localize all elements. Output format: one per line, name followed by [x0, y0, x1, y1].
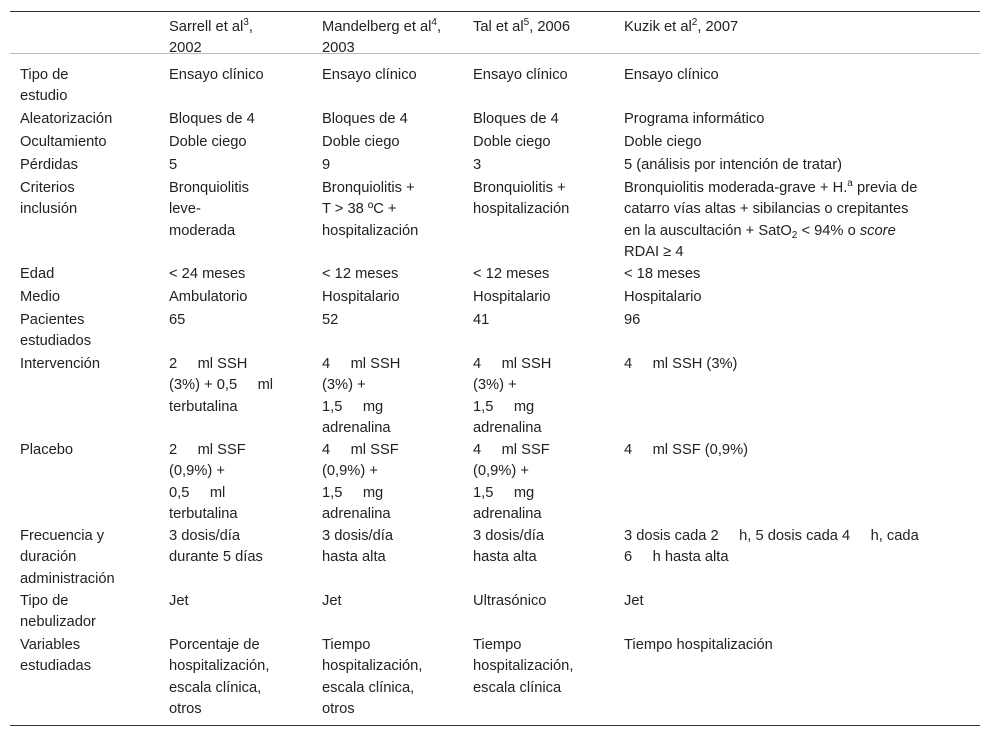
- cell-crit-c3: Bronquiolitis + hospitalización: [473, 180, 570, 218]
- cell-tipo-c3: Ensayo clínico: [473, 67, 568, 83]
- cell-neb-c2: Jet: [322, 593, 342, 609]
- header-kuzik: [624, 17, 738, 38]
- cell-perd-c4: 5 (análisis por intención de tratar): [624, 157, 842, 173]
- cell-ocult-c2: Doble ciego: [322, 134, 400, 150]
- cell-interv-c3: 4 ml SSH (3%) + 1,5 mg adrenalina: [473, 356, 552, 437]
- cell-aleat-c2: Bloques de 4: [322, 111, 408, 127]
- header-tal: [473, 17, 570, 38]
- header-kuzik-year: , 2007: [697, 19, 739, 35]
- cell-frec-c3: 3 dosis/día hasta alta: [473, 528, 545, 566]
- cell-pac-c1: 65: [169, 312, 186, 328]
- cell-pac-c3: 41: [473, 312, 490, 328]
- header-mandelberg-author: Mandelberg et al: [322, 19, 432, 35]
- row-label-aleat: Aleatorización: [20, 111, 113, 127]
- cell-edad-c3: < 12 meses: [473, 266, 550, 282]
- cell-pac-c4: 96: [624, 312, 641, 328]
- cell-tipo-c2: Ensayo clínico: [322, 67, 417, 83]
- cell-ocult-c4: Doble ciego: [624, 134, 702, 150]
- cell-tipo-c4: Ensayo clínico: [624, 67, 719, 83]
- cell-placebo-c4: 4 ml SSF (0,9%): [624, 442, 749, 458]
- row-label-perd: Pérdidas: [20, 157, 78, 173]
- cell-aleat-c4: Programa informático: [624, 111, 765, 127]
- row-label-neb: Tipo de nebulizador: [20, 593, 96, 631]
- cell-placebo-c1: 2 ml SSF (0,9%) + 0,5 ml terbutalina: [169, 442, 246, 523]
- cell-medio-c3: Hospitalario: [473, 289, 551, 305]
- cell-medio-c1: Ambulatorio: [169, 289, 248, 305]
- row-label-frec: Frecuencia y duración administración: [20, 528, 115, 587]
- cell-vars-c1: Porcentaje de hospitalización, escala clínica, otros: [169, 637, 270, 718]
- cell-vars-c4: Tiempo hospitalización: [624, 637, 773, 653]
- header-kuzik-ref: 2: [691, 17, 698, 28]
- header-kuzik-author: Kuzik et al: [624, 19, 692, 35]
- cell-vars-c2: Tiempo hospitalización, escala clínica, otros: [322, 637, 423, 718]
- cell-frec-c1: 3 dosis/día durante 5 días: [169, 528, 263, 566]
- row-label-interv: Intervención: [20, 356, 101, 372]
- cell-pac-c2: 52: [322, 312, 339, 328]
- row-label-crit: Criterios inclusión: [20, 180, 78, 218]
- cell-medio-c2: Hospitalario: [322, 289, 400, 305]
- header-divider: [10, 53, 980, 54]
- header-mandelberg-year: 2003: [322, 40, 355, 57]
- header-sarrell-ref: 3: [243, 17, 249, 28]
- cell-crit-c2: Bronquiolitis + T > 38 ºC + hospitalización: [322, 180, 419, 239]
- cell-vars-c3: Tiempo hospitalización, escala clínica: [473, 637, 574, 696]
- cell-placebo-c3: 4 ml SSF (0,9%) + 1,5 mg adrenalina: [473, 442, 550, 523]
- header-tal-year: , 2006: [529, 19, 571, 35]
- header-sarrell-author: Sarrell et al: [169, 19, 244, 35]
- cell-perd-c3: 3: [473, 157, 482, 173]
- header-tal-ref: 5: [523, 17, 530, 28]
- cell-crit-c1: Bronquiolitis leve- moderada: [169, 180, 250, 239]
- header-sarrell-year: 2002: [169, 40, 202, 57]
- cell-edad-c4: < 18 meses: [624, 266, 701, 282]
- cell-frec-c4: 3 dosis cada 2 h, 5 dosis cada 4 h, cada 6 h hasta alta: [624, 528, 919, 566]
- cell-interv-c4: 4 ml SSH (3%): [624, 356, 738, 372]
- row-label-placebo: Placebo: [20, 442, 74, 458]
- row-label-ocult: Ocultamiento: [20, 134, 107, 150]
- row-label-tipo: Tipo de estudio: [20, 67, 69, 105]
- cell-tipo-c1: Ensayo clínico: [169, 67, 264, 83]
- cell-neb-c4: Jet: [624, 593, 644, 609]
- header-mandelberg-comma: ,: [436, 19, 442, 35]
- cell-frec-c2: 3 dosis/día hasta alta: [322, 528, 394, 566]
- cell-perd-c2: 9: [322, 157, 331, 173]
- row-label-edad: Edad: [20, 266, 55, 282]
- header-mandelberg: [322, 17, 441, 60]
- header-sarrell-comma: ,: [248, 19, 253, 35]
- row-label-medio: Medio: [20, 289, 61, 305]
- header-mandelberg-ref: 4: [431, 17, 437, 28]
- cell-aleat-c3: Bloques de 4: [473, 111, 559, 127]
- cell-edad-c2: < 12 meses: [322, 266, 399, 282]
- row-label-vars: Variables estudiadas: [20, 637, 92, 675]
- cell-crit-c4: Bronquiolitis moderada-grave + H.$^a$ previa de catarro vías altas + sibilancias o crepitantes en la auscultación + SatO$_2$ < 94% o score RDAI ≥ 4: [624, 178, 918, 261]
- cell-ocult-c1: Doble ciego: [169, 134, 247, 150]
- cell-interv-c2: 4 ml SSH (3%) + 1,5 mg adrenalina: [322, 356, 401, 437]
- header-tal-author: Tal et al: [473, 19, 524, 35]
- cell-perd-c1: 5: [169, 157, 178, 173]
- cell-edad-c1: < 24 meses: [169, 266, 246, 282]
- header-sarrell: [169, 17, 253, 60]
- cell-neb-c3: Ultrasónico: [473, 593, 547, 609]
- cell-medio-c4: Hospitalario: [624, 289, 702, 305]
- cell-placebo-c2: 4 ml SSF (0,9%) + 1,5 mg adrenalina: [322, 442, 399, 523]
- cell-interv-c1: 2 ml SSH (3%) + 0,5 ml terbutalina: [169, 356, 274, 415]
- row-label-pac: Pacientes estudiados: [20, 312, 92, 350]
- cell-aleat-c1: Bloques de 4: [169, 111, 255, 127]
- comparison-table: [10, 11, 980, 726]
- cell-ocult-c3: Doble ciego: [473, 134, 551, 150]
- cell-neb-c1: Jet: [169, 593, 189, 609]
